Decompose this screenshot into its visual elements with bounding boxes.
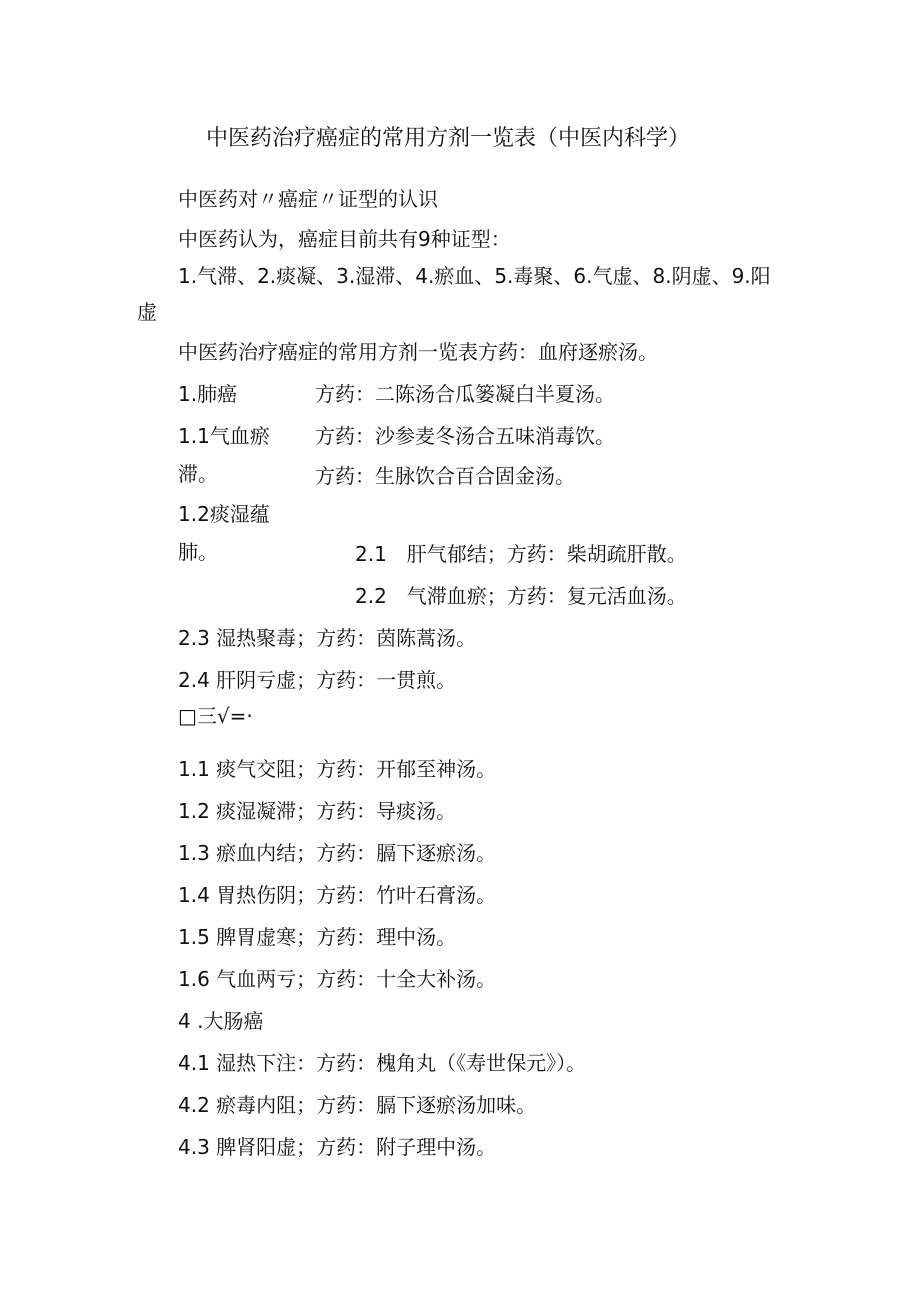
stomach-item: 1.5 脾胃虚寒；方药：理中汤。 — [178, 925, 457, 949]
lung-cancer-heading: 1.肺癌 — [178, 382, 238, 406]
stomach-item: 1.6 气血两亏；方药：十全大补汤。 — [178, 967, 497, 991]
stomach-item: 1.1 痰气交阻；方药：开郁至神汤。 — [178, 757, 497, 781]
intro-heading: 中医药对〃癌症〃证型的认识 — [178, 187, 438, 211]
syndrome-types-line1: 1.气滞、2.痰凝、3.湿滞、4.瘀血、5.毒聚、6.气虚、8.阴虚、9.阳 — [178, 264, 771, 288]
lung-rx-2: 方药：沙参麦冬汤合五味消毒饮。 — [315, 424, 615, 448]
lung-sub-1-line1: 1.1气血瘀 — [178, 424, 270, 448]
lung-sub-1-line2: 滞。 — [178, 462, 218, 486]
liver-item: 2.4 肝阴亏虚；方药：一贯煎。 — [178, 668, 457, 692]
stomach-item: 1.3 瘀血内结；方药：膈下逐瘀汤。 — [178, 841, 497, 865]
stomach-item: 1.2 痰湿凝滞；方药：导痰汤。 — [178, 799, 457, 823]
stomach-item: 1.4 胃热伤阴；方药：竹叶石膏汤。 — [178, 883, 497, 907]
colon-item: 4.1 湿热下注：方药：槐角丸（《寿世保元》）。 — [178, 1051, 587, 1075]
liver-item: 2.3 湿热聚毒；方药：茵陈蒿汤。 — [178, 626, 477, 650]
syndrome-types-line2: 虚 — [137, 300, 157, 324]
colon-item: 4.2 瘀毒内阻；方药：膈下逐瘀汤加味。 — [178, 1093, 537, 1117]
lung-sub-2-line2: 肺。 — [178, 540, 218, 564]
colon-item: 4.3 脾肾阳虚；方药：附子理中汤。 — [178, 1135, 497, 1159]
summary-line: 中医药治疗癌症的常用方剂一览表方药：血府逐瘀汤。 — [178, 340, 658, 364]
liver-item: 2.2 气滞血瘀；方药：复元活血汤。 — [355, 584, 687, 608]
colon-cancer-heading: 4 .大肠癌 — [178, 1009, 264, 1033]
lung-sub-2-line1: 1.2痰湿蕴 — [178, 502, 270, 526]
lung-rx-3: 方药：生脉饮合百合固金汤。 — [315, 464, 575, 488]
lung-rx-1: 方药：二陈汤合瓜篓凝白半夏汤。 — [315, 382, 615, 406]
page-title: 中医药治疗癌症的常用方剂一览表（中医内科学） — [206, 126, 691, 151]
liver-item: 2.1 肝气郁结；方药：柴胡疏肝散。 — [355, 542, 687, 566]
intro-sentence: 中医药认为，癌症目前共有9种证型： — [178, 227, 511, 251]
garbled-section-heading: □三√=· — [178, 704, 253, 728]
